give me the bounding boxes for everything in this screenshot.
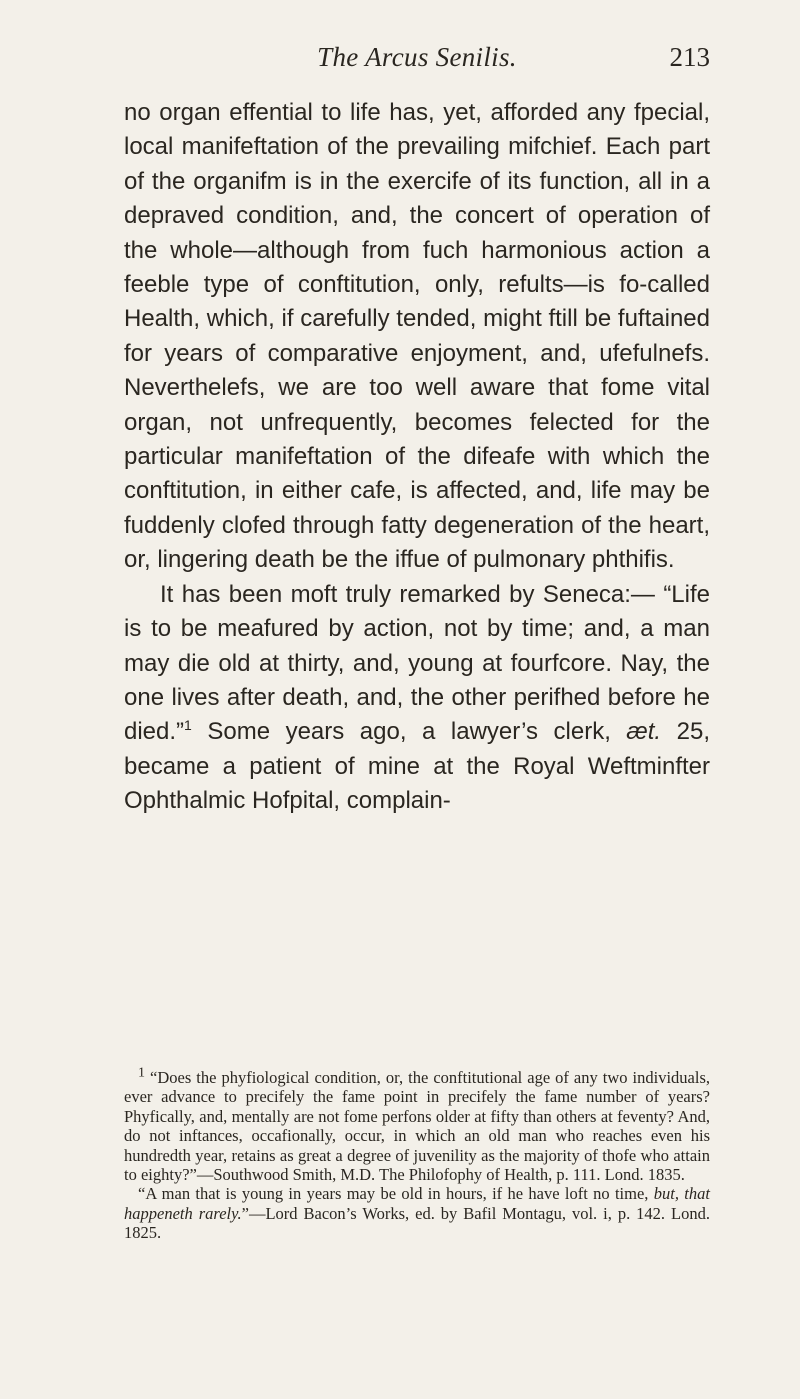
paragraph: no organ effential to life has, yet, afforded any fpecial, local manifeftation of the prevailing mifchief. Each part of the organifm is in the exercife of its function, all in a depraved condition, and, the concert of operation of the whole—although from fuch harmonious action a feeble type of conftitution, only, refults—is fo-called Health, which, if carefully tended, might ftill be fuftained for years of comparative enjoyment, and, ufefulnefs. Neverthelefs, we are too well aware that fome vital organ, not unfrequently, becomes felected for the particular manifeftation of the difeafe with which the conftitution, in either cafe, is affected, and, life may be fuddenly clofed through fatty degeneration of the heart, or, lingering death be the iffue of pulmonary phthifis. bbox=[124, 99, 710, 574]
footnote-1 bbox=[124, 1065, 710, 1185]
paragraph-text: Some years ago, a lawyer’s clerk, bbox=[191, 718, 627, 746]
footnote-marker: 1 bbox=[138, 1065, 145, 1081]
footnote-2 bbox=[124, 1184, 710, 1242]
seneca-quote-text: It has been moft truly remarked by Seneca:— “Life is to be meafured by action, not by time; and, a man may die old at thirty, and, young at fourfcore. Nay, the one lives after death, and, the other perifhed before he died.” bbox=[124, 580, 710, 746]
paragraph bbox=[124, 578, 710, 819]
running-head bbox=[124, 42, 710, 82]
footnote-reference: 1 bbox=[184, 717, 192, 734]
body-text bbox=[124, 96, 710, 819]
footnote-text: “Does the phyfiological condition, or, the conftitutional age of any two individuals, ever advance to precifely the fame point in precifely the fame number of years? Phyfically, and, mentally are not fome perfons older at fifty than others at feventy? And, do not inftances, occafionally, occur, in which an old man who reaches even his hundredth year, retains as great a degree of juvenility as the majority of thofe who attain to eighty?”—Southwood Smith, M.D. The Philofophy of Health, p. 111. Lond. 1835. bbox=[124, 1068, 710, 1185]
paragraph-text: 25, became a patient of mine at the Royal Weftminfter Ophthalmic Hofpital, complain- bbox=[124, 718, 710, 815]
running-title: The Arcus Senilis. bbox=[317, 42, 517, 72]
footnotes bbox=[124, 1065, 710, 1243]
aetatis-abbreviation: æt. bbox=[626, 718, 662, 746]
footnote-text: ”—Lord Bacon’s Works, ed. by Bafil Montagu, vol. i, p. 142. Lond. 1825. bbox=[124, 1203, 710, 1243]
page-number: 213 bbox=[669, 42, 710, 72]
footnote-italic-text: but, that happeneth rarely. bbox=[124, 1184, 710, 1223]
footnote-text: “A man that is young in years may be old in hours, if he have loft no time, bbox=[138, 1184, 654, 1204]
